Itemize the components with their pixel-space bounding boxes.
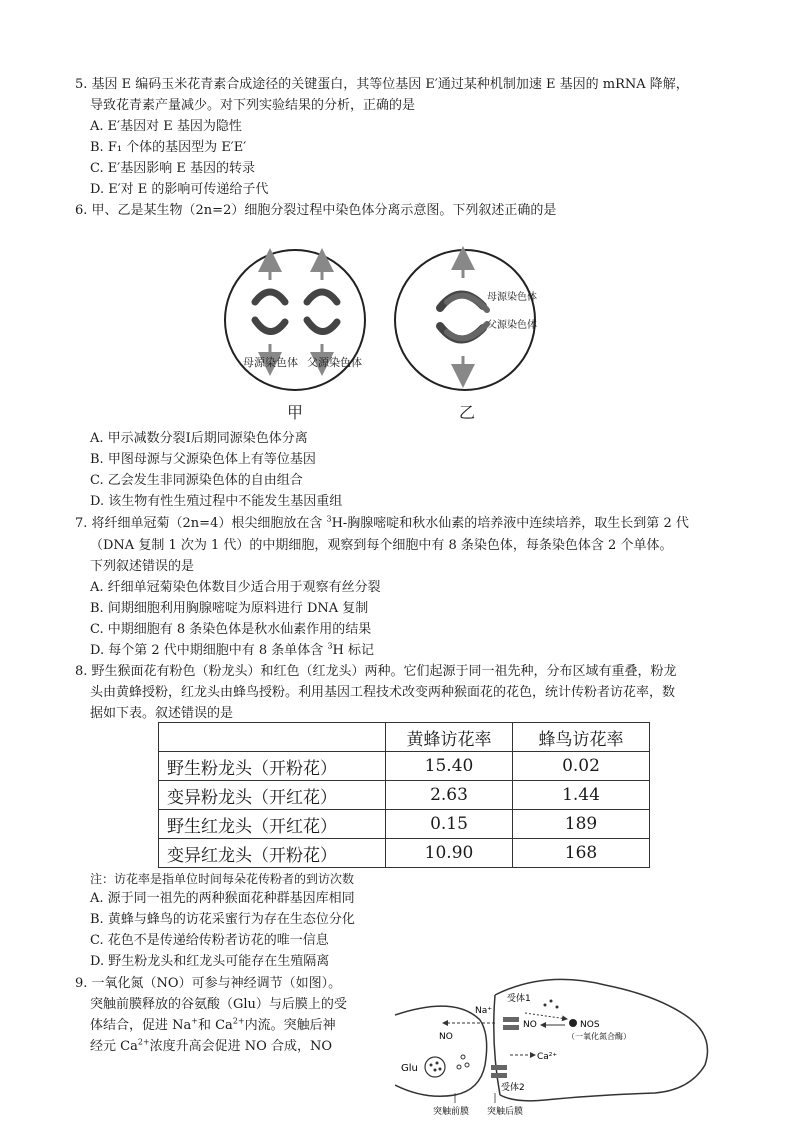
q8-stem-line3: 据如下表。叙述错误的是 (90, 706, 234, 721)
q8-option-c: C. 花色不是传递给传粉者访花的唯一信息 (90, 933, 329, 948)
table-cell: 0.15 (386, 810, 513, 839)
q5-option-b: B. F₁ 个体的基因型为 E′E′ (90, 140, 247, 155)
q6-option-a: A. 甲示减数分裂Ⅰ后期同源染色体分离 (90, 431, 308, 446)
table-cell: 野生粉龙头（开粉花） (159, 752, 386, 781)
table-cell: 野生红龙头（开红花） (159, 810, 386, 839)
nos-label: NOS (580, 1020, 600, 1030)
table-cell: 10.90 (386, 839, 513, 868)
q6-stem: 6. 甲、乙是某生物（2n=2）细胞分裂过程中染色体分离示意图。下列叙述正确的是 (75, 203, 557, 218)
table-cell: 15.40 (386, 752, 513, 781)
table-cell: 2.63 (386, 781, 513, 810)
q7-option-c: C. 中期细胞有 8 条染色体是秋水仙素作用的结果 (90, 622, 372, 637)
nos-desc: （一氧化氮合酶） (567, 1032, 631, 1041)
table-cell: 变异粉龙头（开红花） (159, 781, 386, 810)
table-row (159, 752, 650, 781)
q5-stem-line1: 5. 基因 E 编码玉米花青素合成途径的关键蛋白，其等位基因 E′通过某种机制加速 E 基因的 mRNA 降解， (75, 77, 689, 92)
no-label-right: NO (523, 1020, 537, 1030)
q5-option-c: C. E′基因影响 E 基因的转录 (90, 161, 255, 176)
q6-option-c: C. 乙会发生非同源染色体的自由组合 (90, 473, 303, 488)
q8-option-a: A. 源于同一祖先的两种猴面花种群基因库相同 (90, 891, 355, 906)
receptor2-label: 受体2 (501, 1083, 525, 1093)
table-cell: 189 (513, 810, 650, 839)
table-cell: 1.44 (513, 781, 650, 810)
cell-jia (225, 250, 365, 390)
q5-option-d: D. E′对 E 的影响可传递给子代 (90, 182, 269, 197)
q7-stem-line1: 7. 将纤细单冠菊（2n=4）根尖细胞放在含 $^3$H-胸腺嘧啶和秋水仙素的培养液中连续培养，取生长到第 2 代 (75, 514, 689, 531)
table-header-cell: 黄蜂访花率 (386, 723, 513, 752)
table-row (159, 781, 650, 810)
q8-table-note: 注：访花率是指单位时间每朵花传粉者的到访次数 (90, 872, 355, 886)
yi-label-maternal: 母源染色体 (487, 292, 537, 303)
table-header-cell (159, 723, 386, 752)
q7-stem-line3: 下列叙述错误的是 (90, 559, 195, 574)
caption-jia: 甲 (287, 403, 304, 422)
table-row (159, 839, 650, 868)
q9-line1: 9. 一氧化氮（NO）可参与神经调节（如图）。 (75, 976, 342, 991)
q8-stem-line1: 8. 野生猴面花有粉色（粉龙头）和红色（红龙头）两种。它们起源于同一祖先种，分布区域有重叠，粉龙 (75, 664, 677, 679)
glu-label: Glu (401, 1063, 418, 1074)
caption-yi: 乙 (459, 403, 476, 422)
q5-option-a: A. E′基因对 E 基因为隐性 (90, 119, 242, 134)
q9-line3: 体结合，促进 Na+和 $Ca^{2+}$内流。突触后神 (90, 1016, 336, 1033)
yi-label-paternal: 父源染色体 (487, 320, 537, 331)
q7-option-b: B. 间期细胞利用胸腺嘧啶为原料进行 DNA 复制 (90, 601, 369, 616)
receptor1-label: 受体1 (507, 994, 531, 1004)
jia-label-paternal: 父源染色体 (307, 356, 362, 369)
q8-option-d: D. 野生粉龙头和红龙头可能存在生殖隔离 (90, 954, 330, 969)
table-cell: 0.02 (513, 752, 650, 781)
table-header-cell: 蜂鸟访花率 (513, 723, 650, 752)
chromosome-figure (215, 240, 545, 430)
no-label-left: NO (439, 1032, 453, 1042)
q6-option-b: B. 甲图母源与父源染色体上有等位基因 (90, 452, 316, 467)
table-cell: 168 (513, 839, 650, 868)
q7-stem-line2: （DNA 复制 1 次为 1 代）的中期细胞，观察到每个细胞中有 8 条染色体，每条染色体含 2 个单体。 (90, 538, 673, 553)
table-cell: 变异红龙头（开粉花） (159, 839, 386, 868)
visit-rate-table (158, 722, 650, 868)
presynaptic-label: 突触前膜 (433, 1107, 470, 1117)
q9-line2: 突触前膜释放的谷氨酸（Glu）与后膜上的受 (90, 997, 347, 1012)
ca-label: Ca²⁺ (537, 1052, 558, 1062)
q8-option-b: B. 黄蜂与蜂鸟的访花采蜜行为存在生态位分化 (90, 912, 355, 927)
q7-option-d: D. 每个第 2 代中期细胞中有 8 条单体含 $^3$H 标记 (90, 641, 375, 658)
postsynaptic-label: 突触后膜 (487, 1107, 524, 1117)
na-label: Na⁺ (475, 1006, 492, 1016)
q7-option-a: A. 纤细单冠菊染色体数目少适合用于观察有丝分裂 (90, 580, 381, 595)
q5-stem-line2: 导致花青素产量减少。对下列实验结果的分析，正确的是 (90, 98, 416, 113)
table-row (159, 810, 650, 839)
table-header-row (159, 723, 650, 752)
jia-label-maternal: 母源染色体 (243, 356, 298, 369)
q8-stem-line2: 头由黄蜂授粉，红龙头由蜂鸟授粉。利用基因工程技术改变两种猴面花的花色，统计传粉者访花率，数 (90, 685, 676, 700)
q6-option-d: D. 该生物有性生殖过程中不能发生基因重组 (90, 494, 343, 509)
synapse-figure (395, 975, 725, 1117)
q9-line4: 经元 $Ca^{2+}$浓度升高会促进 NO 合成，NO (90, 1037, 332, 1054)
